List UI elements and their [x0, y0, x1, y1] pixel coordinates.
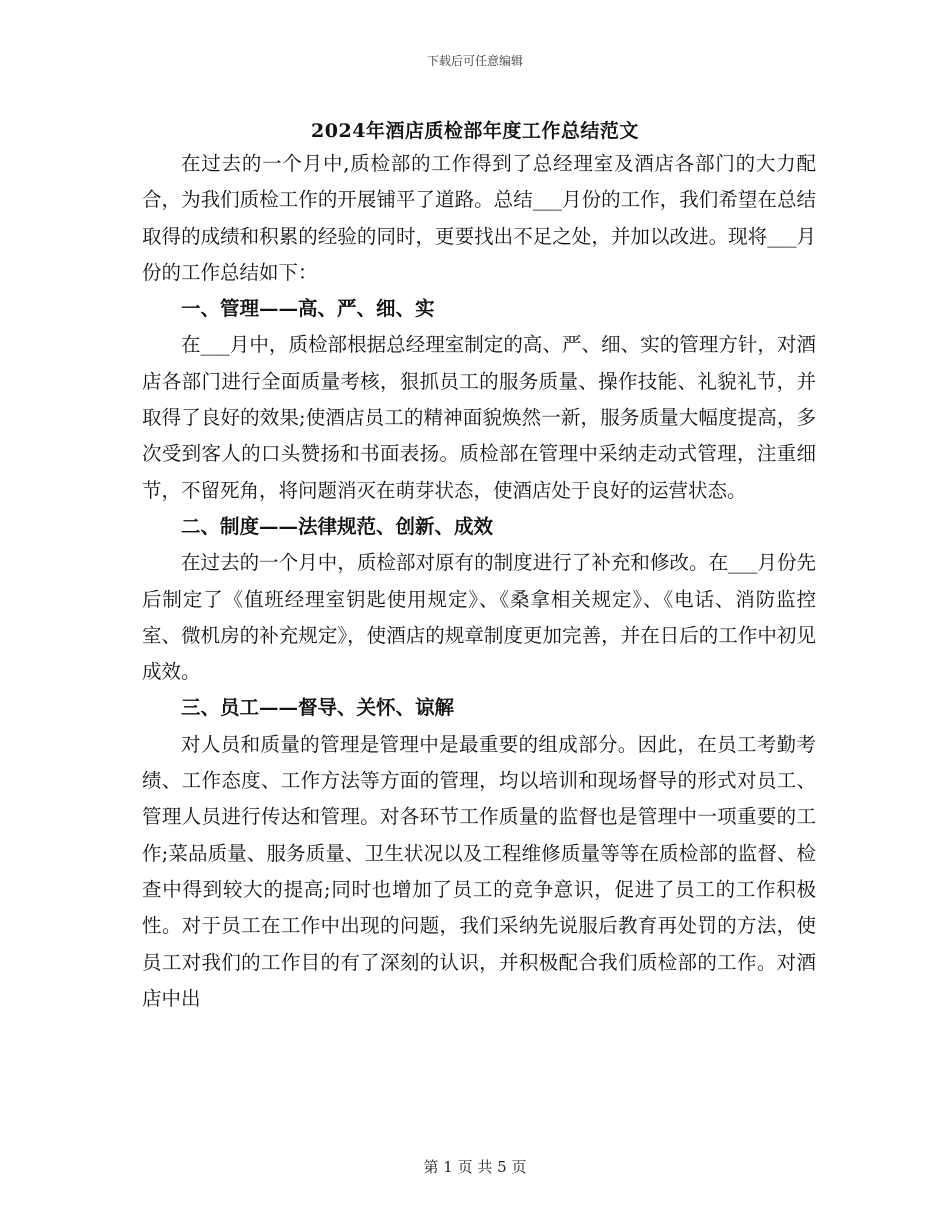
document-body [142, 146, 816, 1017]
page-number: 第 1 页 共 5 页 [423, 1158, 527, 1176]
document-title: 2024年酒店质检部年度工作总结范文 [311, 120, 639, 142]
section-body-system: 在过去的一个月中，质检部对原有的制度进行了补充和修改。在___月份先后制定了《值班经理室钥匙使用规定》、《桑拿相关规定》、《电话、消防监控室、微机房的补充规定》，使酒店的规章制度更加完善，并在日后的工作中初见成效。 [142, 551, 816, 684]
intro-paragraph: 在过去的一个月中,质检部的工作得到了总经理室及酒店各部门的大力配合，为我们质检工作的开展铺平了道路。总结___月份的工作，我们希望在总结取得的成绩和积累的经验的同时，更要找出不足之处，并加以改进。现将___月份的工作总结如下： [142, 152, 816, 284]
section-body-management: 在___月中，质检部根据总经理室制定的高、严、细、实的管理方针，对酒店各部门进行全面质量考核，狠抓员工的服务质量、操作技能、礼貌礼节，并取得了良好的效果;使酒店员工的精神面貌焕然一新，服务质量大幅度提高，多次受到客人的口头赞扬和书面表扬。质检部在管理中采纳走动式管理，注重细节，不留死角，将问题消灭在萌芽状态，使酒店处于良好的运营状态。 [142, 333, 816, 502]
section-body-staff: 对人员和质量的管理是管理中是最重要的组成部分。因此，在员工考勤考绩、工作态度、工作方法等方面的管理，均以培训和现场督导的形式对员工、管理人员进行传达和管理。对各环节工作质量的监督也是管理中一项重要的工作;菜品质量、服务质量、卫生状况以及工程维修质量等等在质检部的监督、检查中得到较大的提高;同时也增加了员工的竞争意识，促进了员工的工作积极性。对于员工在工作中出现的问题，我们采纳先说服后教育再处罚的方法，使员工对我们的工作目的有了深刻的认识，并积极配合我们质检部的工作。对酒店中出 [142, 732, 816, 1010]
section-heading-staff: 三、员工——督导、关怀、谅解 [181, 696, 455, 720]
header-note: 下载后可任意编辑 [426, 54, 523, 68]
section-heading-system: 二、制度——法律规范、创新、成效 [181, 514, 494, 538]
section-heading-management: 一、管理——高、严、细、实 [181, 297, 435, 321]
